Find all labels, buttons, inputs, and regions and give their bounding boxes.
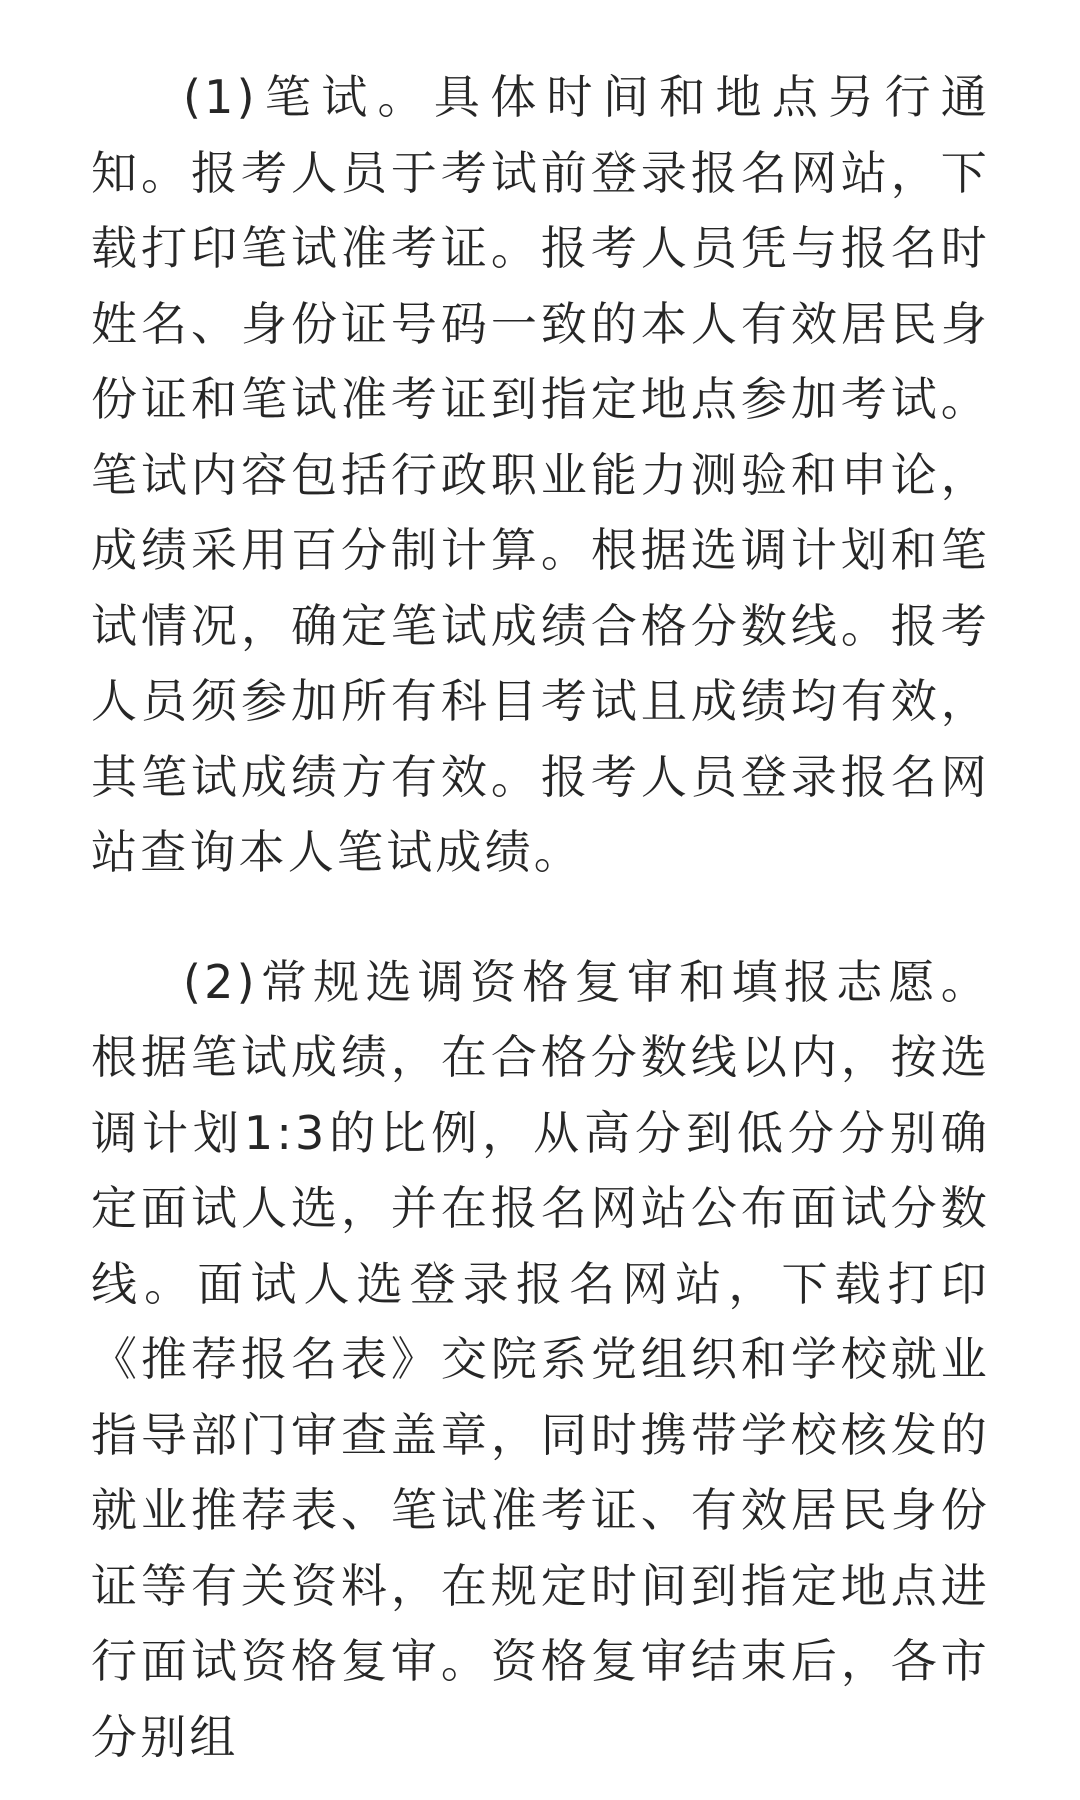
- paragraph-written-exam: (1)笔试。具体时间和地点另行通知。报考人员于考试前登录报名网站，下载打印笔试准考证。报考人员凭与报名时姓名、身份证号码一致的本人有效居民身份证和笔试准考证到指定地点参加考试。笔试内容包括行政职业能力测验和申论，成绩采用百分制计算。根据选调计划和笔试情况，确定笔试成绩合格分数线。报考人员须参加所有科目考试且成绩均有效，其笔试成绩方有效。报考人员登录报名网站查询本人笔试成绩。: [91, 70, 990, 879]
- paragraph-qualification-review: (2)常规选调资格复审和填报志愿。根据笔试成绩，在合格分数线以内，按选调计划1:3的比例，从高分到低分分别确定面试人选，并在报名网站公布面试分数线。面试人选登录报名网站，下载打印《推荐报名表》交院系党组织和学校就业指导部门审查盖章，同时携带学校核发的就业推荐表、笔试准考证、有效居民身份证等有关资料，在规定时间到指定地点进行面试资格复审。资格复审结束后，各市分别组: [91, 954, 990, 1764]
